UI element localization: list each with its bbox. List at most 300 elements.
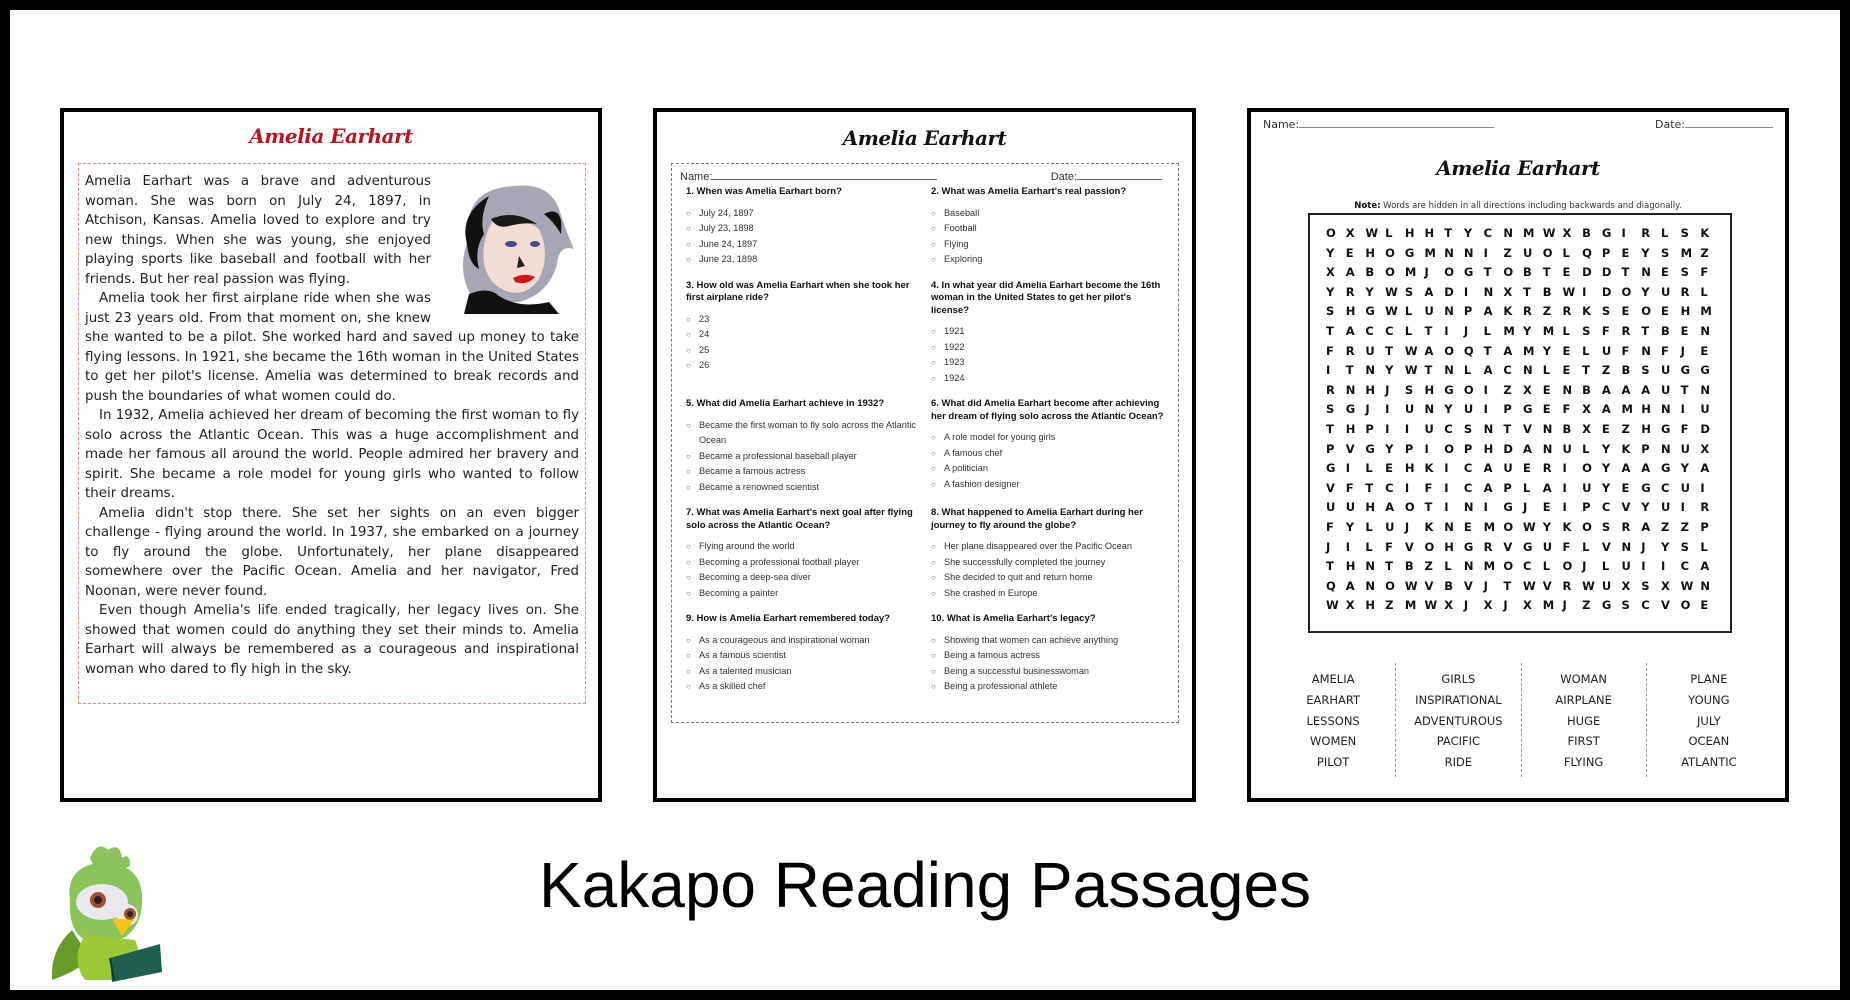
grid-letter[interactable]: P <box>1463 304 1473 319</box>
grid-letter[interactable]: W <box>1424 598 1438 613</box>
grid-letter[interactable]: Y <box>1542 343 1552 358</box>
grid-letter[interactable]: S <box>1582 323 1591 338</box>
grid-letter[interactable]: Z <box>1503 382 1512 397</box>
grid-letter[interactable]: A <box>1641 519 1651 534</box>
grid-letter[interactable]: L <box>1542 363 1551 378</box>
grid-letter[interactable]: C <box>1463 461 1473 476</box>
grid-letter[interactable]: I <box>1444 480 1449 495</box>
grid-letter[interactable]: N <box>1700 382 1710 397</box>
grid-letter[interactable]: M <box>1542 598 1555 613</box>
grid-letter[interactable]: L <box>1404 304 1413 319</box>
grid-letter[interactable]: G <box>1641 480 1651 495</box>
grid-letter[interactable]: I <box>1404 421 1410 436</box>
grid-letter[interactable]: L <box>1582 343 1590 358</box>
grid-letter[interactable]: M <box>1424 245 1436 260</box>
grid-letter[interactable]: E <box>1542 402 1551 417</box>
radio-circle-icon[interactable]: ○ <box>686 542 691 551</box>
name-field-line[interactable] <box>712 170 937 180</box>
grid-letter[interactable]: Z <box>1660 519 1670 534</box>
answer-option[interactable] <box>686 252 925 268</box>
grid-letter[interactable]: E <box>1621 245 1630 260</box>
answer-option[interactable] <box>686 570 925 586</box>
grid-letter[interactable]: U <box>1680 441 1690 456</box>
answer-option[interactable] <box>931 664 1170 680</box>
grid-letter[interactable]: Q <box>1326 578 1336 593</box>
answer-option[interactable] <box>686 418 925 449</box>
grid-letter[interactable]: T <box>1385 559 1393 574</box>
grid-letter[interactable]: P <box>1601 245 1611 260</box>
grid-letter[interactable]: X <box>1345 598 1355 613</box>
grid-letter[interactable]: P <box>1404 441 1414 456</box>
grid-letter[interactable]: O <box>1503 265 1514 280</box>
answer-option[interactable] <box>931 237 1170 253</box>
grid-letter[interactable]: U <box>1700 402 1710 417</box>
answer-option[interactable] <box>931 430 1170 446</box>
grid-letter[interactable]: K <box>1582 304 1592 319</box>
grid-letter[interactable]: P <box>1582 500 1591 515</box>
grid-letter[interactable]: N <box>1444 363 1454 378</box>
grid-letter[interactable]: Y <box>1326 284 1335 299</box>
grid-letter[interactable]: H <box>1365 500 1376 515</box>
grid-letter[interactable]: J <box>1463 598 1469 613</box>
grid-letter[interactable]: E <box>1660 265 1669 280</box>
grid-letter[interactable]: L <box>1463 363 1472 378</box>
grid-letter[interactable]: H <box>1345 421 1356 436</box>
grid-letter[interactable]: Y <box>1523 323 1532 338</box>
grid-letter[interactable]: O <box>1680 598 1691 613</box>
grid-letter[interactable]: L <box>1700 284 1708 299</box>
grid-letter[interactable]: O <box>1641 304 1652 319</box>
grid-letter[interactable]: D <box>1503 441 1513 456</box>
grid-letter[interactable]: C <box>1641 598 1650 613</box>
grid-letter[interactable]: I <box>1444 323 1449 338</box>
grid-letter[interactable]: G <box>1365 441 1375 456</box>
grid-letter[interactable]: T <box>1424 363 1433 378</box>
grid-letter[interactable]: M <box>1404 265 1417 280</box>
grid-letter[interactable]: N <box>1345 382 1356 397</box>
grid-letter[interactable]: G <box>1345 402 1356 417</box>
radio-circle-icon[interactable]: ○ <box>931 208 936 218</box>
grid-letter[interactable]: G <box>1503 500 1513 515</box>
grid-letter[interactable]: U <box>1424 421 1434 436</box>
grid-letter[interactable]: I <box>1641 559 1646 574</box>
grid-letter[interactable]: U <box>1345 500 1356 515</box>
grid-letter[interactable]: R <box>1345 343 1355 358</box>
grid-letter[interactable]: S <box>1680 265 1689 280</box>
answer-option[interactable] <box>686 464 925 480</box>
grid-letter[interactable]: M <box>1404 598 1417 613</box>
grid-letter[interactable]: E <box>1700 343 1709 358</box>
grid-letter[interactable]: S <box>1404 284 1414 299</box>
grid-letter[interactable]: N <box>1503 226 1513 240</box>
grid-letter[interactable]: T <box>1641 323 1650 338</box>
grid-letter[interactable]: W <box>1326 598 1339 613</box>
answer-option[interactable] <box>931 206 1170 222</box>
grid-letter[interactable]: J <box>1404 519 1410 534</box>
grid-letter[interactable]: U <box>1404 402 1415 417</box>
grid-letter[interactable]: T <box>1483 265 1492 280</box>
grid-letter[interactable]: L <box>1365 539 1373 554</box>
grid-letter[interactable]: N <box>1365 578 1376 593</box>
grid-letter[interactable]: F <box>1385 539 1393 554</box>
grid-letter[interactable]: G <box>1680 363 1691 378</box>
grid-letter[interactable]: J <box>1680 343 1685 358</box>
grid-letter[interactable]: U <box>1326 500 1336 515</box>
grid-letter[interactable]: T <box>1542 265 1551 280</box>
grid-letter[interactable]: Y <box>1385 441 1394 456</box>
grid-letter[interactable]: O <box>1444 441 1454 456</box>
grid-letter[interactable]: U <box>1562 441 1572 456</box>
grid-letter[interactable]: R <box>1523 304 1532 319</box>
grid-letter[interactable]: M <box>1483 519 1496 534</box>
grid-letter[interactable]: I <box>1345 461 1350 476</box>
grid-letter[interactable]: S <box>1326 402 1335 417</box>
grid-letter[interactable]: R <box>1621 323 1631 338</box>
grid-letter[interactable]: C <box>1601 500 1611 515</box>
answer-option[interactable] <box>686 206 925 222</box>
grid-letter[interactable]: N <box>1621 539 1632 554</box>
grid-letter[interactable]: A <box>1601 382 1611 397</box>
grid-letter[interactable]: V <box>1345 441 1355 456</box>
answer-option[interactable] <box>931 340 1170 356</box>
grid-letter[interactable]: W <box>1680 578 1694 593</box>
date-field-line[interactable] <box>1077 170 1162 180</box>
radio-circle-icon[interactable]: ○ <box>686 330 691 339</box>
grid-letter[interactable]: I <box>1444 461 1449 476</box>
grid-letter[interactable]: P <box>1326 441 1335 456</box>
grid-letter[interactable]: X <box>1483 598 1493 613</box>
grid-letter[interactable]: U <box>1424 304 1434 319</box>
grid-letter[interactable]: W <box>1582 578 1595 593</box>
grid-letter[interactable]: S <box>1601 304 1611 319</box>
name-field-line[interactable] <box>1299 118 1494 128</box>
grid-letter[interactable]: I <box>1483 382 1488 397</box>
grid-letter[interactable]: V <box>1404 539 1414 554</box>
grid-letter[interactable]: L <box>1385 226 1393 240</box>
grid-letter[interactable]: C <box>1523 559 1532 574</box>
grid-letter[interactable]: W <box>1385 284 1398 299</box>
grid-letter[interactable]: W <box>1542 226 1556 240</box>
grid-letter[interactable]: R <box>1700 500 1710 515</box>
answer-option[interactable] <box>686 664 925 680</box>
grid-letter[interactable]: G <box>1523 539 1533 554</box>
grid-letter[interactable]: I <box>1700 480 1705 495</box>
grid-letter[interactable]: Y <box>1326 245 1335 260</box>
answer-option[interactable] <box>931 648 1170 664</box>
grid-letter[interactable]: A <box>1424 284 1434 299</box>
grid-letter[interactable]: U <box>1680 480 1690 495</box>
grid-letter[interactable]: J <box>1503 598 1508 613</box>
grid-letter[interactable]: T <box>1621 265 1630 280</box>
grid-letter[interactable]: E <box>1385 461 1393 476</box>
grid-letter[interactable]: I <box>1680 500 1685 515</box>
radio-circle-icon[interactable]: ○ <box>686 666 691 676</box>
grid-letter[interactable]: U <box>1660 500 1671 515</box>
grid-letter[interactable]: S <box>1641 363 1650 378</box>
grid-letter[interactable]: F <box>1326 343 1334 358</box>
grid-letter[interactable]: U <box>1601 343 1612 358</box>
grid-letter[interactable]: O <box>1562 559 1573 574</box>
grid-letter[interactable]: T <box>1582 363 1590 378</box>
grid-letter[interactable]: L <box>1365 519 1373 534</box>
grid-letter[interactable]: U <box>1365 343 1375 358</box>
grid-letter[interactable]: C <box>1444 421 1453 436</box>
answer-option[interactable] <box>686 539 925 555</box>
grid-letter[interactable]: C <box>1385 323 1394 338</box>
grid-letter[interactable]: A <box>1483 304 1493 319</box>
radio-circle-icon[interactable]: ○ <box>686 467 691 476</box>
grid-letter[interactable]: Y <box>1345 519 1355 534</box>
grid-letter[interactable]: L <box>1601 559 1610 574</box>
grid-letter[interactable]: L <box>1523 480 1531 495</box>
grid-letter[interactable]: U <box>1542 539 1553 554</box>
answer-option[interactable] <box>686 237 925 253</box>
grid-letter[interactable]: W <box>1404 578 1418 593</box>
grid-letter[interactable]: F <box>1601 323 1610 338</box>
grid-letter[interactable]: K <box>1562 519 1572 534</box>
grid-letter[interactable]: I <box>1404 480 1410 495</box>
grid-letter[interactable]: J <box>1562 598 1567 613</box>
grid-letter[interactable]: Z <box>1503 245 1512 260</box>
grid-letter[interactable]: E <box>1463 519 1472 534</box>
radio-circle-icon[interactable]: ○ <box>686 255 691 264</box>
grid-letter[interactable]: W <box>1404 343 1418 358</box>
grid-letter[interactable]: F <box>1326 519 1334 534</box>
answer-option[interactable] <box>931 586 1170 602</box>
grid-letter[interactable]: O <box>1424 539 1435 554</box>
grid-letter[interactable]: S <box>1404 382 1414 397</box>
radio-circle-icon[interactable]: ○ <box>931 573 936 582</box>
grid-letter[interactable]: H <box>1444 539 1454 554</box>
grid-letter[interactable]: F <box>1345 480 1354 495</box>
grid-letter[interactable]: O <box>1503 519 1514 534</box>
radio-circle-icon[interactable]: ○ <box>686 573 691 582</box>
radio-circle-icon[interactable]: ○ <box>686 651 691 660</box>
radio-circle-icon[interactable]: ○ <box>931 448 936 458</box>
grid-letter[interactable]: X <box>1345 226 1355 240</box>
grid-letter[interactable]: X <box>1523 382 1532 397</box>
grid-letter[interactable]: C <box>1483 226 1493 240</box>
grid-letter[interactable]: E <box>1562 265 1571 280</box>
grid-letter[interactable]: A <box>1621 461 1631 476</box>
grid-letter[interactable]: H <box>1424 382 1435 397</box>
answer-option[interactable] <box>931 570 1170 586</box>
grid-letter[interactable]: A <box>1345 323 1355 338</box>
grid-letter[interactable]: T <box>1503 578 1512 593</box>
grid-letter[interactable]: V <box>1660 598 1670 613</box>
grid-letter[interactable]: C <box>1463 480 1473 495</box>
grid-letter[interactable]: E <box>1562 363 1571 378</box>
grid-letter[interactable]: N <box>1660 402 1671 417</box>
grid-letter[interactable]: R <box>1680 284 1690 299</box>
grid-letter[interactable]: J <box>1641 539 1646 554</box>
grid-letter[interactable]: I <box>1483 402 1488 417</box>
radio-circle-icon[interactable]: ○ <box>931 635 936 645</box>
grid-letter[interactable]: H <box>1365 382 1376 397</box>
grid-letter[interactable]: L <box>1582 539 1590 554</box>
grid-letter[interactable]: I <box>1385 421 1390 436</box>
grid-letter[interactable]: O <box>1621 284 1632 299</box>
grid-letter[interactable]: X <box>1700 441 1710 456</box>
grid-letter[interactable]: I <box>1345 539 1350 554</box>
grid-letter[interactable]: T <box>1345 363 1354 378</box>
grid-letter[interactable]: A <box>1700 461 1710 476</box>
grid-letter[interactable]: C <box>1503 363 1512 378</box>
grid-letter[interactable]: P <box>1503 402 1512 417</box>
grid-letter[interactable]: I <box>1562 480 1567 495</box>
grid-letter[interactable]: V <box>1542 578 1552 593</box>
grid-letter[interactable]: Q <box>1582 245 1592 260</box>
grid-letter[interactable]: G <box>1463 265 1474 280</box>
answer-option[interactable] <box>931 679 1170 695</box>
grid-letter[interactable]: O <box>1385 265 1395 280</box>
radio-circle-icon[interactable]: ○ <box>931 464 936 473</box>
grid-letter[interactable]: S <box>1660 245 1670 260</box>
grid-letter[interactable]: X <box>1660 578 1670 593</box>
grid-letter[interactable]: E <box>1601 421 1610 436</box>
grid-letter[interactable]: O <box>1542 245 1553 260</box>
grid-letter[interactable]: J <box>1365 402 1370 417</box>
grid-letter[interactable]: W <box>1365 226 1379 240</box>
grid-letter[interactable]: V <box>1503 539 1513 554</box>
grid-letter[interactable]: B <box>1582 226 1591 240</box>
radio-circle-icon[interactable]: ○ <box>931 588 936 598</box>
grid-letter[interactable]: V <box>1523 421 1532 436</box>
grid-letter[interactable]: T <box>1385 343 1393 358</box>
grid-letter[interactable]: Y <box>1601 461 1611 476</box>
grid-letter[interactable]: J <box>1523 500 1528 515</box>
grid-letter[interactable]: D <box>1444 284 1454 299</box>
grid-letter[interactable]: O <box>1385 578 1395 593</box>
grid-letter[interactable]: G <box>1326 461 1336 476</box>
grid-letter[interactable]: G <box>1463 539 1474 554</box>
answer-option[interactable] <box>686 480 925 496</box>
radio-circle-icon[interactable]: ○ <box>686 682 691 691</box>
grid-letter[interactable]: R <box>1562 578 1572 593</box>
answer-option[interactable] <box>686 679 925 695</box>
grid-letter[interactable]: S <box>1680 226 1689 240</box>
grid-letter[interactable]: O <box>1385 245 1395 260</box>
grid-letter[interactable]: A <box>1483 363 1493 378</box>
grid-letter[interactable]: C <box>1660 480 1670 495</box>
grid-letter[interactable]: O <box>1404 500 1415 515</box>
grid-letter[interactable]: L <box>1483 323 1491 338</box>
answer-option[interactable] <box>686 648 925 664</box>
grid-letter[interactable]: I <box>1463 284 1469 299</box>
grid-letter[interactable]: H <box>1641 421 1651 436</box>
answer-option[interactable] <box>931 371 1170 387</box>
grid-letter[interactable]: A <box>1601 402 1611 417</box>
radio-circle-icon[interactable]: ○ <box>931 327 936 336</box>
grid-letter[interactable]: P <box>1700 519 1709 534</box>
grid-letter[interactable]: A <box>1523 441 1532 456</box>
radio-circle-icon[interactable]: ○ <box>686 361 691 370</box>
grid-letter[interactable]: L <box>1660 226 1669 240</box>
radio-circle-icon[interactable]: ○ <box>931 666 936 676</box>
grid-letter[interactable]: Q <box>1463 343 1474 358</box>
grid-letter[interactable]: O <box>1444 265 1454 280</box>
answer-option[interactable] <box>931 221 1170 237</box>
grid-letter[interactable]: V <box>1601 539 1611 554</box>
grid-letter[interactable]: L <box>1582 441 1590 456</box>
grid-letter[interactable]: N <box>1641 343 1651 358</box>
answer-option[interactable] <box>686 358 925 374</box>
grid-letter[interactable]: K <box>1424 519 1434 534</box>
grid-letter[interactable]: B <box>1562 421 1572 436</box>
grid-letter[interactable]: U <box>1503 461 1513 476</box>
grid-letter[interactable]: V <box>1621 500 1631 515</box>
grid-letter[interactable]: P <box>1503 480 1512 495</box>
grid-letter[interactable]: B <box>1542 284 1552 299</box>
grid-letter[interactable]: N <box>1542 421 1553 436</box>
grid-letter[interactable]: D <box>1601 265 1612 280</box>
grid-letter[interactable]: N <box>1542 441 1553 456</box>
grid-letter[interactable]: A <box>1345 578 1355 593</box>
grid-letter[interactable]: Y <box>1444 402 1453 417</box>
grid-letter[interactable]: R <box>1621 519 1631 534</box>
grid-letter[interactable]: I <box>1326 363 1331 378</box>
grid-letter[interactable]: I <box>1562 461 1567 476</box>
grid-letter[interactable]: N <box>1641 265 1651 280</box>
radio-circle-icon[interactable]: ○ <box>931 651 936 660</box>
answer-option[interactable] <box>931 355 1170 371</box>
grid-letter[interactable]: S <box>1326 304 1335 319</box>
grid-letter[interactable]: Z <box>1601 363 1611 378</box>
radio-circle-icon[interactable]: ○ <box>931 342 936 352</box>
grid-letter[interactable]: J <box>1483 578 1488 593</box>
answer-option[interactable] <box>931 633 1170 649</box>
grid-letter[interactable]: J <box>1582 559 1587 574</box>
grid-letter[interactable]: Y <box>1601 480 1611 495</box>
grid-letter[interactable]: N <box>1463 245 1474 260</box>
grid-letter[interactable]: U <box>1621 559 1631 574</box>
grid-letter[interactable]: G <box>1523 402 1533 417</box>
grid-letter[interactable]: Z <box>1680 519 1689 534</box>
date-field-line[interactable] <box>1685 118 1773 128</box>
grid-letter[interactable]: G <box>1444 382 1454 397</box>
radio-circle-icon[interactable]: ○ <box>686 420 691 430</box>
grid-letter[interactable]: K <box>1503 304 1513 319</box>
grid-letter[interactable]: X <box>1444 598 1454 613</box>
grid-letter[interactable]: O <box>1444 343 1454 358</box>
grid-letter[interactable]: O <box>1582 519 1592 534</box>
grid-letter[interactable]: T <box>1424 500 1433 515</box>
grid-letter[interactable]: L <box>1444 559 1452 574</box>
grid-letter[interactable]: O <box>1582 461 1592 476</box>
radio-circle-icon[interactable]: ○ <box>686 208 691 218</box>
grid-letter[interactable]: U <box>1582 480 1592 495</box>
answer-option[interactable] <box>931 555 1170 571</box>
radio-circle-icon[interactable]: ○ <box>686 588 691 598</box>
grid-letter[interactable]: A <box>1345 265 1355 280</box>
grid-letter[interactable]: J <box>1326 539 1331 554</box>
grid-letter[interactable]: G <box>1700 363 1710 378</box>
radio-circle-icon[interactable]: ○ <box>686 224 691 233</box>
grid-letter[interactable]: L <box>1562 245 1570 260</box>
grid-letter[interactable]: L <box>1562 323 1570 338</box>
grid-letter[interactable]: V <box>1326 480 1335 495</box>
grid-letter[interactable]: D <box>1700 421 1710 436</box>
grid-letter[interactable]: N <box>1700 323 1710 338</box>
grid-letter[interactable]: M <box>1542 323 1555 338</box>
grid-letter[interactable]: F <box>1700 265 1709 280</box>
grid-letter[interactable]: N <box>1463 500 1474 515</box>
grid-letter[interactable]: Y <box>1641 500 1650 515</box>
grid-letter[interactable]: W <box>1404 363 1418 378</box>
grid-letter[interactable]: A <box>1700 559 1710 574</box>
grid-letter[interactable]: R <box>1345 284 1355 299</box>
grid-letter[interactable]: I <box>1444 500 1449 515</box>
